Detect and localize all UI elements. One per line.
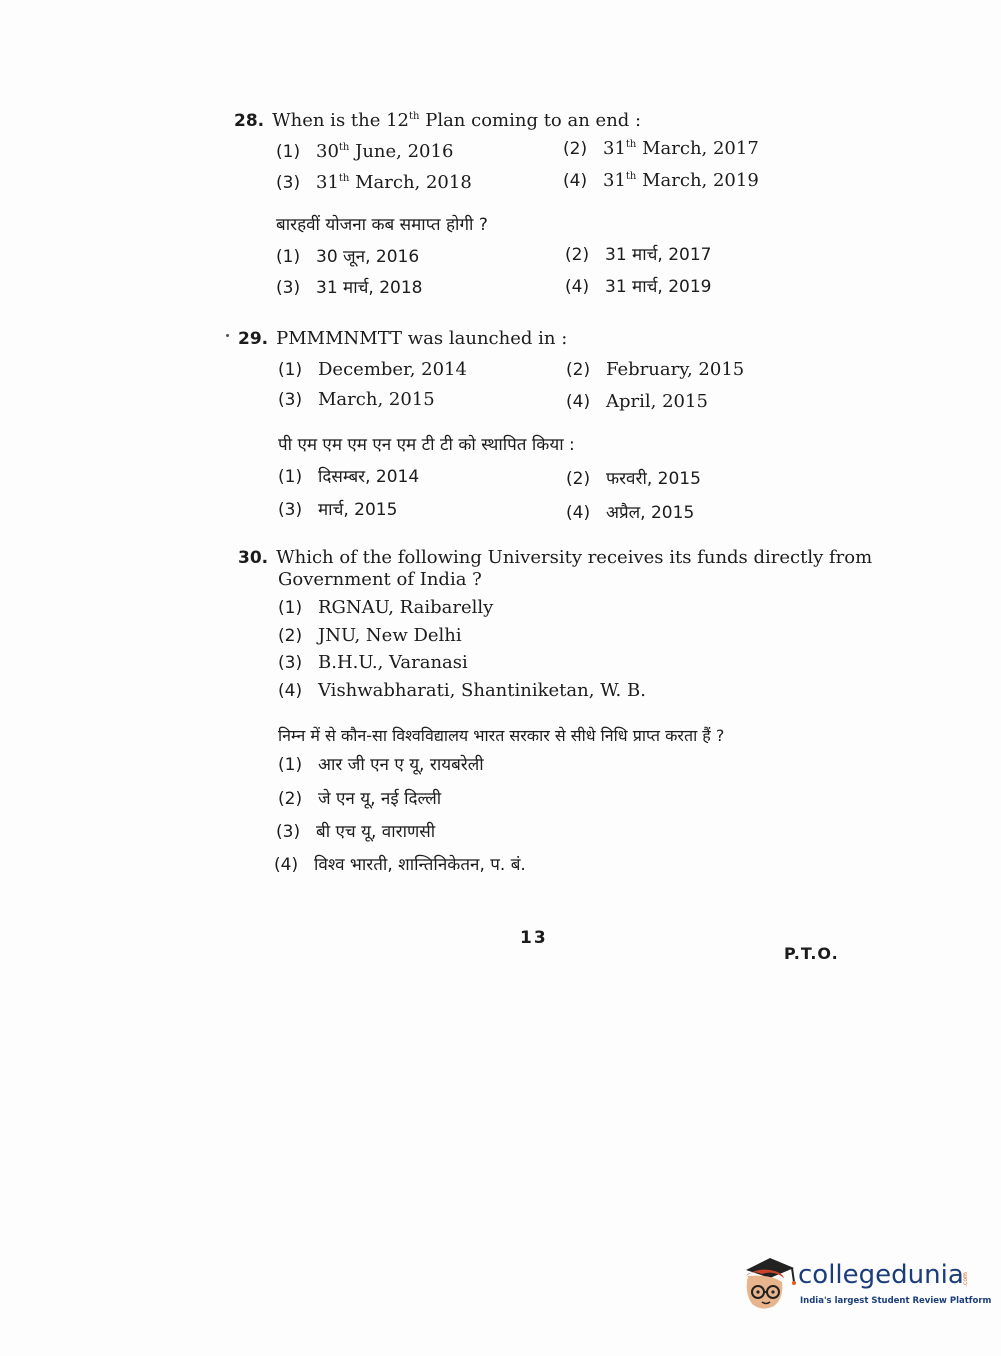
q29-hindi-option-2: (2) फरवरी, 2015 <box>566 469 701 489</box>
q28-option-1: (1) 30th June, 2016 <box>276 141 454 162</box>
q30-option-2: (2) JNU, New Delhi <box>278 625 462 646</box>
page-number: 13 <box>520 928 548 948</box>
q30-hindi-option-3: (3) बी एच यू, वाराणसी <box>276 822 436 842</box>
q28-hindi-option-4: (4) 31 मार्च, 2019 <box>565 277 712 297</box>
question-28-text: 28. When is the 12th Plan coming to an end : <box>234 110 642 131</box>
question-30-text-line2: Government of India ? <box>278 569 482 590</box>
q28-option-2: (2) 31th March, 2017 <box>563 138 759 159</box>
q29-hindi-option-4: (4) अप्रैल, 2015 <box>566 503 695 523</box>
brand-name: collegedunia <box>798 1260 964 1290</box>
q29-option-1: (1) December, 2014 <box>278 359 467 380</box>
q29-option-3: (3) March, 2015 <box>278 389 435 410</box>
margin-dot <box>226 334 229 337</box>
q28-hindi-option-2: (2) 31 मार्च, 2017 <box>565 245 712 265</box>
q30-option-1: (1) RGNAU, Raibarelly <box>278 597 494 618</box>
collegedunia-watermark <box>740 1248 992 1318</box>
brand-tagline: India's largest Student Review Platform <box>800 1296 992 1306</box>
mascot-icon <box>740 1248 796 1318</box>
q29-hindi-option-1: (1) दिसम्बर, 2014 <box>278 467 420 487</box>
pto-label: P.T.O. <box>784 944 839 963</box>
q28-option-3: (3) 31th March, 2018 <box>276 172 472 193</box>
q28-hindi-option-1: (1) 30 जून, 2016 <box>276 247 420 267</box>
q28-hindi-option-3: (3) 31 मार्च, 2018 <box>276 278 423 298</box>
q29-hindi-option-3: (3) मार्च, 2015 <box>278 500 398 520</box>
question-29-text: 29. PMMMNMTT was launched in : <box>238 328 568 349</box>
q30-hindi-option-2: (2) जे एन यू, नई दिल्ली <box>278 789 442 809</box>
question-28-hindi: बारहवीं योजना कब समाप्त होगी ? <box>276 215 488 235</box>
question-30-hindi: निम्न में से कौन-सा विश्वविद्यालय भारत सरकार से सीधे निधि प्राप्त करता हैं ? <box>278 726 725 745</box>
q30-option-3: (3) B.H.U., Varanasi <box>278 652 468 673</box>
q30-hindi-option-1: (1) आर जी एन ए यू, रायबरेली <box>278 755 484 775</box>
question-30-text: 30. Which of the following University receives its funds directly from <box>238 547 873 568</box>
q29-option-2: (2) February, 2015 <box>566 359 745 380</box>
q30-hindi-option-4: (4) विश्व भारती, शान्तिनिकेतन, प. बं. <box>274 855 526 875</box>
question-29-hindi: पी एम एम एम एन एम टी टी को स्थापित किया : <box>278 435 575 455</box>
q30-option-4: (4) Vishwabharati, Shantiniketan, W. B. <box>278 680 646 701</box>
q28-option-4: (4) 31th March, 2019 <box>563 170 759 191</box>
q29-option-4: (4) April, 2015 <box>566 391 708 412</box>
brand-suffix: .com <box>961 1272 969 1287</box>
